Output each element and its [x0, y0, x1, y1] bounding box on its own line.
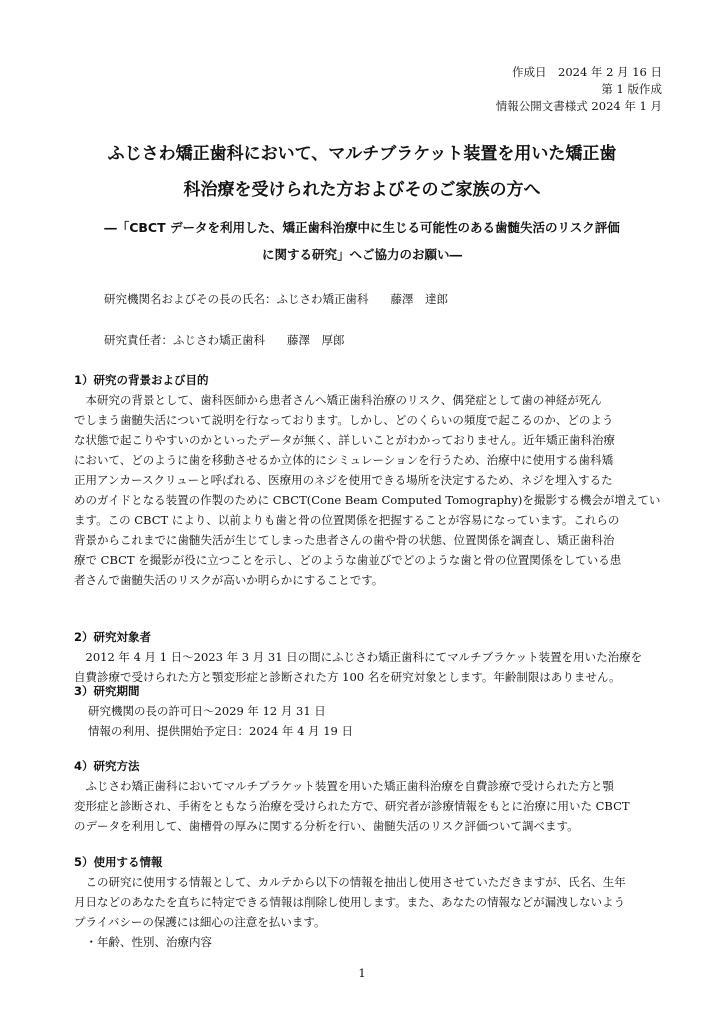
paragraph-line: ます。この CBCT により、以前よりも歯と骨の位置関係を把握することが容易になっています。これらの [74, 513, 620, 527]
subtitle-line-2: に関する研究」へご協力のお願い― [261, 247, 462, 262]
principal-investigator [104, 332, 345, 348]
section-information-used [74, 853, 666, 952]
paragraph-line: 情報の利用、提供開始予定日：2024 年 4 月 19 日 [88, 724, 353, 738]
section-period [74, 682, 666, 741]
paragraph-line: 療で CBCT を撮影が役に立つことを示し、どのような歯並びでどのような歯と骨の位置関係をしている患 [74, 553, 622, 567]
section-method [74, 757, 666, 836]
paragraph-line: 自費診療で受けられた方と顎変形症と診断された方 100 名を研究対象とします。年齢制限はありません。 [74, 670, 621, 684]
document-subtitle [62, 214, 662, 268]
section-subjects [74, 628, 666, 687]
title-line-2: 科治療を受けられた方およびそのご家族の方へ [183, 180, 541, 200]
institution-head-name: 藤澤 達郎 [390, 292, 448, 306]
format-note: 情報公開文書様式 2024 年 1 月 [495, 99, 662, 113]
subtitle-line-1: ―「CBCT データを利用した、矯正歯科治療中に生じる可能性のある歯髄失活のリスク評価 [104, 220, 620, 235]
section-heading: 1）研究の背景および目的 [74, 373, 209, 387]
paragraph-line: この研究に使用する情報として、カルテから以下の情報を抽出し使用させていただきますが、氏名、生年 [74, 875, 626, 889]
paragraph-line: において、どのように歯を移動させるか立体的にシミュレーションを行うため、治療中に使用する歯科矯 [74, 453, 614, 467]
document-title [60, 136, 664, 208]
paragraph-line: な状態で起こりやすいのかといったデータが無く、詳しいことがわかっておりません。近年矯正歯科治療 [74, 433, 615, 447]
principal-investigator-label: 研究責任者：ふじさわ矯正歯科 [104, 333, 265, 347]
section-heading: 2）研究対象者 [74, 630, 152, 644]
version-note: 第 1 版作成 [601, 82, 662, 96]
list-item: ・年齢、性別、治療内容 [74, 935, 212, 949]
paragraph-line: 正用アンカースクリューと呼ばれる、医療用のネジを使用できる場所を決定するため、ネジを埋入するた [74, 473, 613, 487]
institution-head [104, 291, 448, 307]
paragraph-line: プライバシーの保護には細心の注意を払います。 [74, 915, 326, 929]
paragraph-line: のデータを利用して、歯槽骨の厚みに関する分析を行い、歯髄失活のリスク評価ついて調べます。 [74, 819, 579, 833]
paragraph-line: ふじさわ矯正歯科においてマルチブラケット装置を用いた矯正歯科治療を自費診療で受けられた方と顎 [74, 779, 614, 793]
section-heading: 5）使用する情報 [74, 855, 163, 869]
section-background [74, 371, 666, 590]
paragraph-line: 研究機関の長の許可日～2029 年 12 月 31 日 [88, 704, 326, 718]
paragraph-line: めのガイドとなる装置の作製のために CBCT(Cone Beam Computed Tomography)を撮影する機会が増えてい [74, 493, 661, 507]
title-line-1: ふじさわ矯正歯科において、マルチブラケット装置を用いた矯正歯 [107, 144, 617, 164]
paragraph-line: 背景からこれまでに歯髄失活が生じてしまった患者さんの歯や骨の状態、位置関係を調査し、矯正歯科治 [74, 533, 615, 547]
section-heading: 3）研究期間 [74, 684, 140, 698]
paragraph-line: 変形症と診断され、手術をともなう治療を受けられた方で、研究者が診療情報をもとに治療に用いた CBCT [74, 799, 630, 813]
paragraph-line: でしまう歯髄失活について説明を行なっております。しかし、どのくらいの頻度で起こるのか、どのよう [74, 413, 614, 427]
paragraph-line: 本研究の背景として、歯科医師から患者さんへ矯正歯科治療のリスク、偶発症として歯の神経が死ん [74, 393, 602, 407]
created-date: 作成日 2024 年 2 月 16 日 [512, 65, 662, 79]
paragraph-line: 2012 年 4 月 1 日～2023 年 3 月 31 日の間にふじさわ矯正歯科にてマルチブラケット装置を用いた治療を [74, 650, 643, 664]
institution-head-label: 研究機関名およびその長の氏名：ふじさわ矯正歯科 [104, 292, 369, 306]
section-heading: 4）研究方法 [74, 759, 140, 773]
page-number: 1 [358, 966, 366, 980]
paragraph-line: 月日などのあなたを直ちに特定できる情報は削除し使用します。また、あなたの情報などが漏洩しないよう [74, 895, 626, 909]
document-meta [496, 64, 662, 115]
principal-investigator-name: 藤澤 厚郎 [287, 333, 345, 347]
paragraph-line: 者さんで歯髄失活のリスクが高いか明らかにすることです。 [74, 573, 384, 587]
